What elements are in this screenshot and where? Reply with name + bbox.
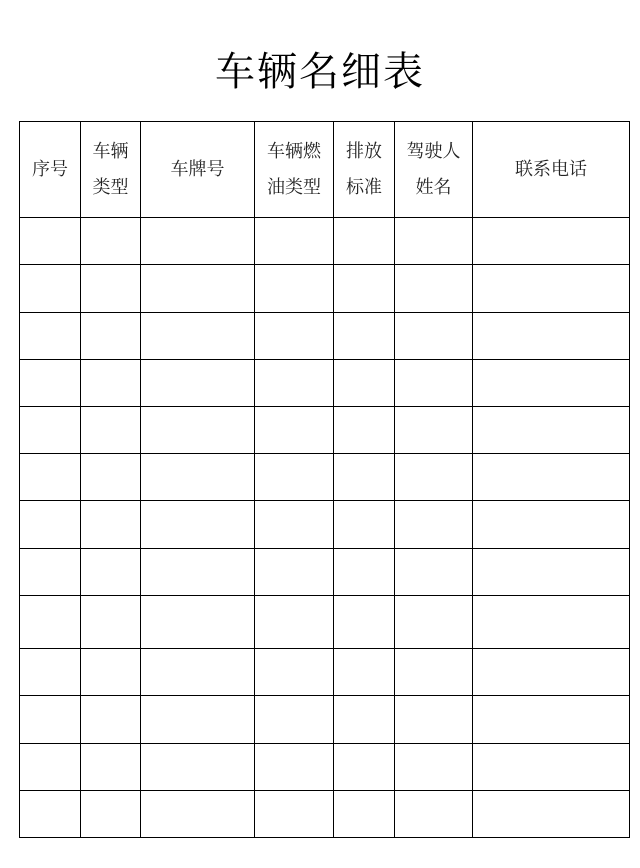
table-cell[interactable] — [20, 744, 81, 791]
table-row — [20, 454, 630, 501]
table-cell[interactable] — [141, 696, 255, 744]
table-cell[interactable] — [141, 596, 255, 649]
column-header-label: 排放 — [346, 140, 382, 162]
table-cell[interactable] — [81, 549, 141, 596]
table-cell[interactable] — [334, 313, 395, 360]
column-header-label: 联系电话 — [515, 158, 587, 180]
table-cell[interactable] — [473, 454, 630, 501]
table-cell[interactable] — [255, 218, 334, 265]
table-cell[interactable] — [255, 454, 334, 501]
table-cell[interactable] — [395, 313, 473, 360]
table-header — [20, 122, 630, 218]
column-header — [255, 122, 334, 218]
table-cell[interactable] — [473, 649, 630, 696]
table-cell[interactable] — [473, 596, 630, 649]
column-header-label: 类型 — [92, 176, 129, 198]
column-header — [395, 122, 473, 218]
table-cell[interactable] — [395, 696, 473, 744]
table-row — [20, 265, 630, 313]
column-header-label: 标准 — [346, 176, 382, 198]
table-cell[interactable] — [20, 596, 81, 649]
column-header — [141, 122, 255, 218]
table-cell[interactable] — [473, 501, 630, 549]
table-row — [20, 313, 630, 360]
table-cell[interactable] — [141, 791, 255, 838]
table-cell[interactable] — [334, 596, 395, 649]
table-row — [20, 360, 630, 407]
column-header-label: 车牌号 — [170, 158, 225, 180]
table-cell[interactable] — [20, 265, 81, 313]
table-cell[interactable] — [81, 744, 141, 791]
table-cell[interactable] — [141, 360, 255, 407]
table-cell[interactable] — [20, 649, 81, 696]
table-cell[interactable] — [20, 313, 81, 360]
table-row — [20, 744, 630, 791]
table-cell[interactable] — [255, 596, 334, 649]
table-cell[interactable] — [141, 218, 255, 265]
column-header-label: 车辆燃 — [267, 140, 321, 162]
column-header-label: 姓名 — [415, 176, 452, 198]
table-cell[interactable] — [255, 696, 334, 744]
table-cell[interactable] — [395, 549, 473, 596]
table-row — [20, 649, 630, 696]
table-cell[interactable] — [20, 218, 81, 265]
table-cell[interactable] — [473, 407, 630, 454]
table-cell[interactable] — [334, 501, 395, 549]
table-cell[interactable] — [81, 791, 141, 838]
table-cell[interactable] — [334, 649, 395, 696]
table-cell[interactable] — [255, 744, 334, 791]
table-cell[interactable] — [20, 407, 81, 454]
table-cell[interactable] — [395, 791, 473, 838]
table-cell[interactable] — [255, 313, 334, 360]
table-cell[interactable] — [395, 501, 473, 549]
table-cell[interactable] — [473, 549, 630, 596]
table-cell[interactable] — [473, 360, 630, 407]
table-cell[interactable] — [334, 791, 395, 838]
table-cell[interactable] — [395, 265, 473, 313]
table-cell[interactable] — [334, 407, 395, 454]
table-cell[interactable] — [395, 218, 473, 265]
table-cell[interactable] — [473, 696, 630, 744]
table-row — [20, 501, 630, 549]
table-cell[interactable] — [20, 696, 81, 744]
table-row — [20, 407, 630, 454]
table-cell[interactable] — [255, 501, 334, 549]
table-cell[interactable] — [473, 218, 630, 265]
table-cell[interactable] — [81, 696, 141, 744]
vehicle-detail-table — [19, 121, 630, 838]
table-cell[interactable] — [20, 454, 81, 501]
table-row — [20, 696, 630, 744]
table-cell[interactable] — [141, 649, 255, 696]
table-cell[interactable] — [255, 265, 334, 313]
table-cell[interactable] — [81, 265, 141, 313]
table-cell[interactable] — [81, 596, 141, 649]
table-cell[interactable] — [334, 454, 395, 501]
table-cell[interactable] — [395, 744, 473, 791]
table-cell[interactable] — [141, 744, 255, 791]
table-cell[interactable] — [20, 549, 81, 596]
table-cell[interactable] — [81, 407, 141, 454]
table-cell[interactable] — [141, 407, 255, 454]
column-header-label: 序号 — [32, 158, 68, 180]
table-cell[interactable] — [473, 265, 630, 313]
table-cell[interactable] — [334, 360, 395, 407]
table-cell[interactable] — [81, 218, 141, 265]
table-cell[interactable] — [81, 501, 141, 549]
table-row — [20, 549, 630, 596]
table-cell[interactable] — [334, 265, 395, 313]
table-cell[interactable] — [473, 791, 630, 838]
table-cell[interactable] — [395, 649, 473, 696]
table-cell[interactable] — [81, 360, 141, 407]
table-cell[interactable] — [255, 549, 334, 596]
table-cell[interactable] — [141, 265, 255, 313]
table-cell[interactable] — [141, 501, 255, 549]
table-cell[interactable] — [141, 549, 255, 596]
table-cell[interactable] — [20, 360, 81, 407]
table-cell[interactable] — [334, 549, 395, 596]
column-header — [473, 122, 630, 218]
table-cell[interactable] — [334, 744, 395, 791]
table-cell[interactable] — [81, 313, 141, 360]
table-row — [20, 596, 630, 649]
table-cell[interactable] — [395, 360, 473, 407]
table-cell[interactable] — [81, 649, 141, 696]
column-header — [20, 122, 81, 218]
table-cell[interactable] — [141, 454, 255, 501]
column-header — [81, 122, 141, 218]
table-cell[interactable] — [255, 791, 334, 838]
table-body — [20, 218, 630, 838]
table-cell[interactable] — [334, 696, 395, 744]
table-cell[interactable] — [473, 313, 630, 360]
table-cell[interactable] — [395, 407, 473, 454]
table-cell[interactable] — [20, 791, 81, 838]
table-cell[interactable] — [334, 218, 395, 265]
table-cell[interactable] — [395, 596, 473, 649]
table-cell[interactable] — [255, 360, 334, 407]
page-title: 车辆名细表 — [215, 49, 425, 95]
table-cell[interactable] — [81, 454, 141, 501]
column-header — [334, 122, 395, 218]
table-cell[interactable] — [141, 313, 255, 360]
column-header-label: 油类型 — [267, 176, 321, 198]
table-cell[interactable] — [255, 649, 334, 696]
table-cell[interactable] — [20, 501, 81, 549]
table-row — [20, 791, 630, 838]
header-row — [20, 122, 630, 218]
table-cell[interactable] — [395, 454, 473, 501]
table-row — [20, 218, 630, 265]
table-cell[interactable] — [473, 744, 630, 791]
table-cell[interactable] — [255, 407, 334, 454]
column-header-label: 车辆 — [92, 140, 129, 162]
column-header-label: 驾驶人 — [406, 140, 461, 162]
